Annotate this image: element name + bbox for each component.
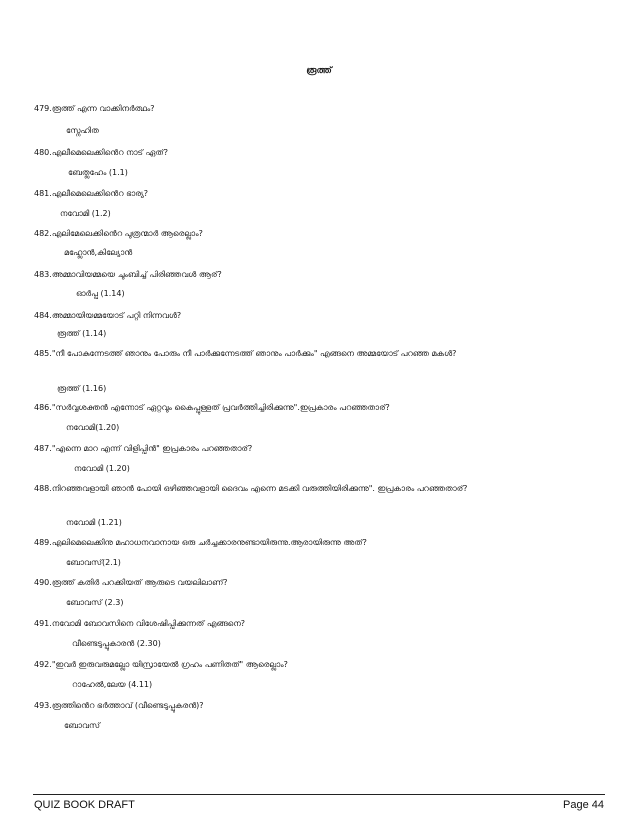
answer-483: ഓർപ്പ (1.14) bbox=[76, 289, 125, 298]
answer-487: നവോമി (1.20) bbox=[74, 464, 130, 473]
question-487: 487."എന്നെ മാറ എന്ന് വിളിപ്പിൻ" ഇപ്രകാരം പറഞ്ഞതാര്? bbox=[34, 444, 253, 453]
answer-491: വീണ്ടെടുപ്പുകാരൻ (2.30) bbox=[72, 639, 161, 648]
answer-493: ബോവസ് bbox=[64, 721, 100, 730]
question-479: 479.രൂത്ത് എന്ന വാക്കിനർത്ഥം? bbox=[34, 104, 155, 113]
question-493: 493.രൂത്തിൻെറ ഭർത്താവ് (വീണ്ടെടുപ്പുകരൻ)? bbox=[34, 701, 204, 710]
answer-482: മഹ്ലോൻ,കില്യോൻ bbox=[64, 248, 133, 257]
question-481: 481.എലീമെലെക്കിൻെറ ഭാര്യ? bbox=[34, 189, 148, 198]
question-491: 491.നവോമി ബോവസിനെ വിശേഷിപ്പിക്കുന്നത് എങ്ങനെ? bbox=[34, 619, 245, 628]
answer-479: സ്നേഹിത bbox=[66, 126, 99, 135]
question-484: 484.അമ്മായിയമ്മയോട് പറ്റി നിന്നവൾ? bbox=[34, 311, 182, 320]
question-483: 483.അമ്മാവിയമ്മയെ ചുംബിച്ച് പിരിഞ്ഞവൾ ആര്? bbox=[34, 270, 222, 279]
answer-489: ബോവസ്(2.1) bbox=[66, 558, 121, 567]
question-492: 492."ഇവർ ഇരുവരുമല്ലോ യിസ്രായേൽ ഗ്രഹം പണിതത്" ആരെല്ലാം? bbox=[34, 660, 288, 669]
answer-492: റാഹേൽ,ലേയ (4.11) bbox=[72, 680, 153, 689]
footer-divider bbox=[33, 794, 605, 795]
footer-page-number: Page 44 bbox=[563, 799, 604, 811]
answer-490: ബോവസ് (2.3) bbox=[66, 598, 124, 607]
answer-488: നവോമി (1.21) bbox=[66, 518, 122, 527]
question-480: 480.എലീമെലെക്കിൻെറ നാട് ഏത്? bbox=[34, 148, 168, 157]
question-482: 482.എലിമേലെക്കിൻെറ പുത്രന്മാർ ആരെല്ലാം? bbox=[34, 229, 203, 238]
answer-484: രൂത്ത് (1.14) bbox=[57, 329, 107, 338]
answer-481: നവോമി (1.2) bbox=[60, 209, 111, 218]
question-488: 488.നിറഞ്ഞവളായി ഞാൻ പോയി ഒഴിഞ്ഞവളായി ദൈവം എന്നെ മടക്കി വരുത്തിയിരിക്കുന്നു". ഇപ്രകാരം പറഞ്ഞതാര്? bbox=[34, 484, 468, 493]
answer-485: രൂത്ത് (1.16) bbox=[57, 384, 107, 393]
question-489: 489.എലിമെലെക്കിനു മഹാധനവാനായ ഒരു ചർച്ചക്കാരനുണ്ടായിരുന്നു.ആരായിരുന്നു അത്? bbox=[34, 538, 367, 547]
footer-book-title: QUIZ BOOK DRAFT bbox=[34, 799, 135, 811]
question-486: 486."സർവ്വശക്തൻ എന്നോട് ഏറ്റവും കൈപ്പുള്ളത് പ്രവർത്തിച്ചിരിക്കുന്നു".ഇപ്രകാരം പറഞ്ഞതാര്? bbox=[34, 403, 390, 412]
answer-480: ബേത്ലഹേം (1.1) bbox=[68, 168, 128, 177]
question-490: 490.രൂത്ത് കതിർ പറക്കിയത് ആരുടെ വയലിലാണ്? bbox=[34, 578, 228, 587]
page-title: രൂത്ത് bbox=[306, 66, 332, 76]
question-485: 485."നീ പോകുന്നേടത്ത് ഞാനും പോരും നീ പാർക്കുന്നേടത്ത് ഞാനും പാർക്കും" എങ്ങനെ അമ്മയോട് പറഞ്ഞ മകൾ? bbox=[34, 349, 457, 358]
answer-486: നവോമി(1.20) bbox=[66, 423, 120, 432]
